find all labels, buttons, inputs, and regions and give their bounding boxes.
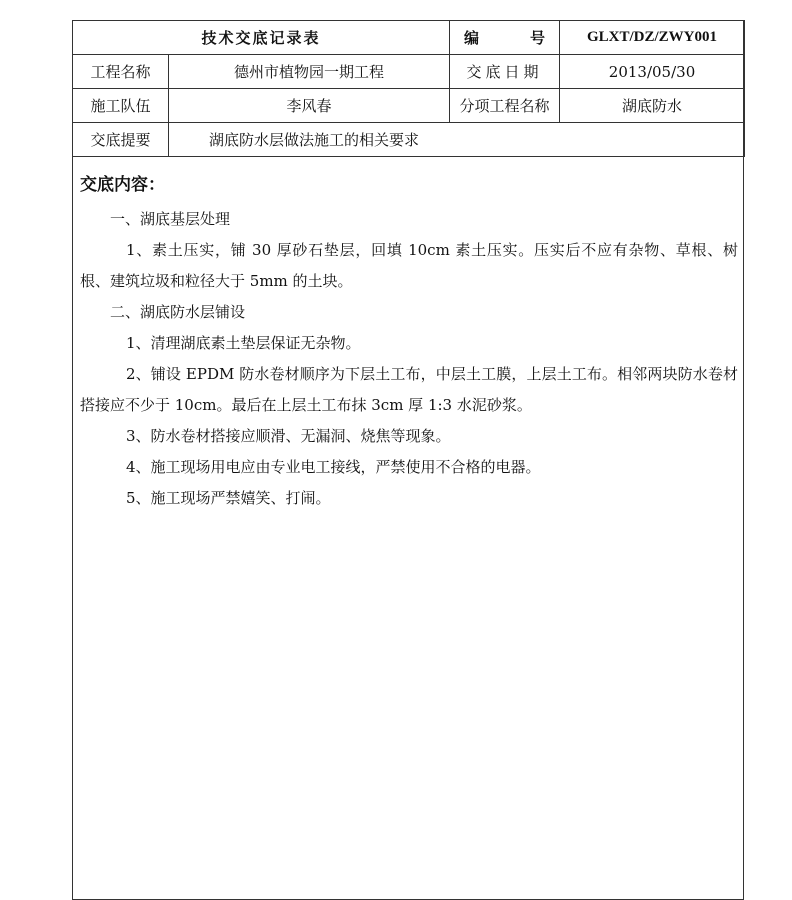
project-name-value: 德州市植物园一期工程 (169, 55, 450, 89)
project-row (73, 55, 745, 89)
content-heading: 交底内容： (80, 175, 165, 195)
title-row (73, 21, 745, 55)
summary-row (73, 123, 745, 157)
date-value: 2013/05/30 (560, 55, 745, 89)
section-2-item-2: 2、铺设 EPDM 防水卷材顺序为下层土工布，中层土工膜，上层土工布。相邻两块防水卷材搭接应不少于 10cm。最后在上层土工布抹 3cm 厚 1:3 水泥砂浆。 (80, 365, 738, 414)
summary-value: 湖底防水层做法施工的相关要求 (169, 123, 745, 157)
team-value: 李风春 (169, 89, 450, 123)
subproject-value: 湖底防水 (560, 89, 745, 123)
number-label (450, 21, 560, 55)
date-label: 交底日期 (450, 55, 560, 89)
form-title: 技术交底记录表 (73, 21, 450, 55)
subproject-label: 分项工程名称 (450, 89, 560, 123)
section-2-item-4: 4、施工现场用电应由专业电工接线，严禁使用不合格的电器。 (126, 458, 541, 476)
team-label: 施工队伍 (73, 89, 169, 123)
document-number: GLXT/DZ/ZWY001 (560, 21, 745, 55)
number-label-char-2: 号 (530, 29, 546, 47)
team-row (73, 89, 745, 123)
summary-label: 交底提要 (73, 123, 169, 157)
section-2-item-3: 3、防水卷材搭接应顺滑、无漏洞、烧焦等现象。 (126, 427, 451, 445)
section-2-item-1: 1、清理湖底素土垫层保证无杂物。 (126, 334, 361, 352)
project-name-label: 工程名称 (73, 55, 169, 89)
number-label-char-1: 编 (464, 29, 480, 47)
section-1-title: 一、湖底基层处理 (110, 210, 231, 228)
disclosure-content (80, 174, 738, 514)
record-header-table (72, 20, 745, 157)
section-2-item-5: 5、施工现场严禁嬉笑、打闹。 (126, 489, 331, 507)
section-1-item-1: 1、素土压实，铺 30 厚砂石垫层，回填 10cm 素土压实。压实后不应有杂物、草根、树根、建筑垃圾和粒径大于 5mm 的土块。 (80, 241, 738, 290)
section-2-title: 二、湖底防水层铺设 (110, 303, 246, 321)
